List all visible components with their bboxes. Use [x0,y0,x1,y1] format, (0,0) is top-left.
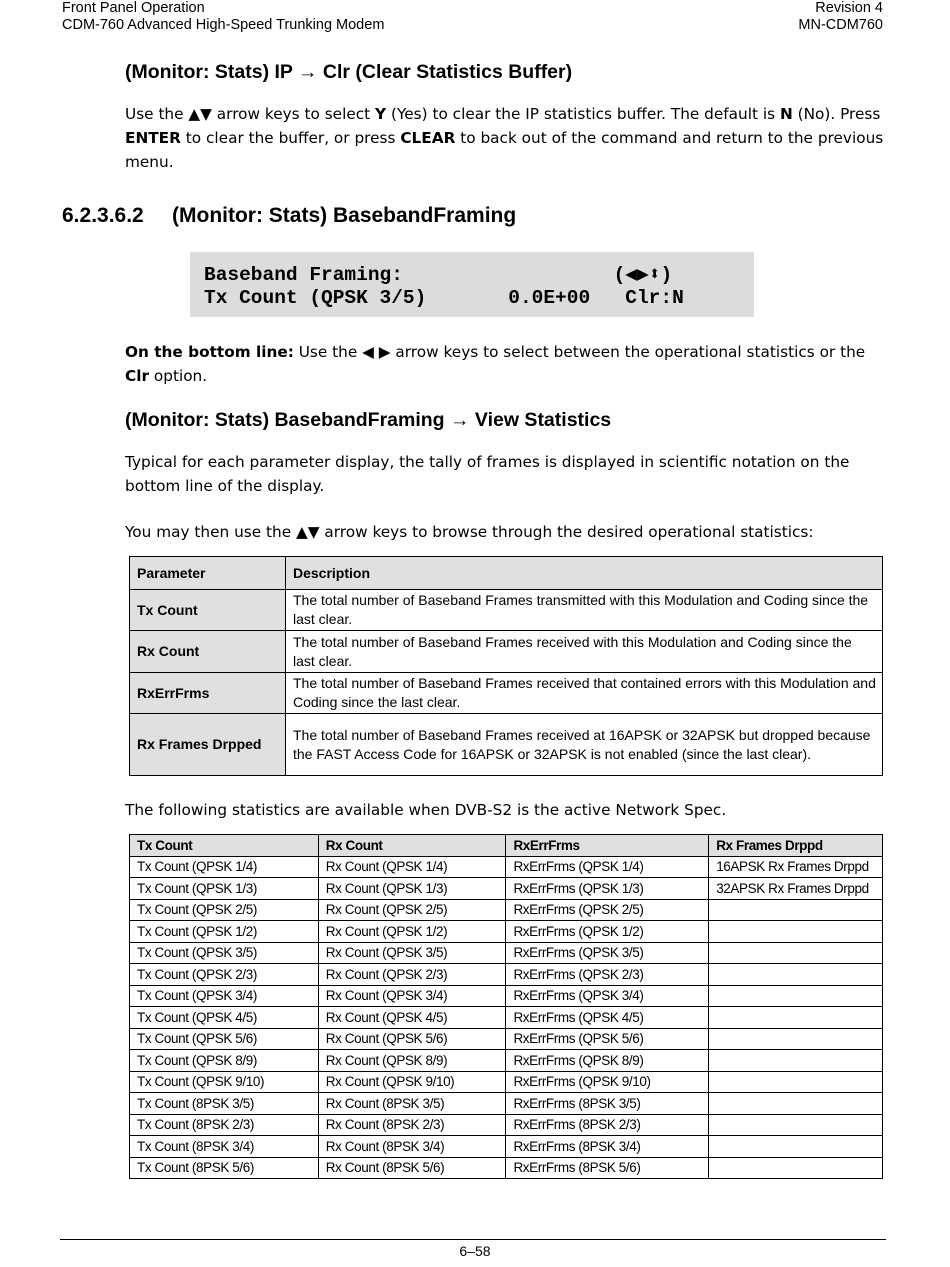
column-header: Tx Count [130,835,319,857]
table-cell: RxErrFrms (QPSK 8/9) [506,1050,709,1072]
table-row [130,1136,883,1158]
browse-paragraph: You may then use the ▲▼ arrow keys to browse through the desired operational statistics: [125,523,814,541]
table-cell: RxErrFrms (QPSK 3/5) [506,942,709,964]
table-cell: Rx Count (8PSK 5/6) [318,1157,506,1179]
table-cell: RxErrFrms (8PSK 3/4) [506,1136,709,1158]
table-cell: Tx Count (QPSK 1/3) [130,878,319,900]
header-chapter: Front Panel Operation [62,0,205,16]
table-row [130,921,883,943]
table-cell: Rx Count (QPSK 8/9) [318,1050,506,1072]
table-cell: Rx Count (8PSK 3/4) [318,1136,506,1158]
clear-stats-paragraph: Use the ▲▼ arrow keys to select Y (Yes) to clear the IP statistics buffer. The default is N (No). Press ENTER to clear the buffer, or press CLEAR to back out of the command and return to the previous menu. [125,105,884,171]
table-cell [709,1114,883,1136]
parameter-name: Tx Count [130,590,286,631]
table-cell: Rx Count (QPSK 3/5) [318,942,506,964]
table-cell: Tx Count (8PSK 5/6) [130,1157,319,1179]
page-header-left [62,0,384,34]
table-cell [709,921,883,943]
header-revision: Revision 4 [815,0,883,16]
lcd-line-2: Tx Count (QPSK 3/5) 0.0E+00 Clr:N [204,287,684,309]
up-down-arrows-icon: ▲▼ [295,523,320,541]
table-cell: Tx Count (8PSK 2/3) [130,1114,319,1136]
table-cell: Rx Count (QPSK 1/2) [318,921,506,943]
table-row [130,673,883,714]
lcd-display [190,252,754,317]
table-cell: Rx Count (8PSK 2/3) [318,1114,506,1136]
table-cell [709,964,883,986]
table-row [130,590,883,631]
column-header: Rx Count [318,835,506,857]
section-number: 6.2.3.6.2 [62,204,144,227]
following-paragraph: The following statistics are available when DVB-S2 is the active Network Spec. [125,801,727,819]
table-cell: Tx Count (QPSK 2/3) [130,964,319,986]
table-header-row [130,557,883,590]
table-cell: Tx Count (8PSK 3/4) [130,1136,319,1158]
table-cell [709,1028,883,1050]
table-cell: Tx Count (QPSK 1/4) [130,856,319,878]
table-cell: RxErrFrms (8PSK 5/6) [506,1157,709,1179]
table-row [130,899,883,921]
table-cell: Tx Count (QPSK 8/9) [130,1050,319,1072]
table-cell [709,985,883,1007]
table-row [130,1157,883,1179]
table-cell: Rx Count (8PSK 3/5) [318,1093,506,1115]
table-cell: RxErrFrms (QPSK 9/10) [506,1071,709,1093]
table-cell: RxErrFrms (QPSK 3/4) [506,985,709,1007]
table-cell: RxErrFrms (QPSK 1/4) [506,856,709,878]
parameter-description: The total number of Baseband Frames received at 16APSK or 32APSK but dropped because the FAST Access Code for 16APSK or 32APSK is not enabled (since the last clear). [286,714,883,776]
table-cell: RxErrFrms (QPSK 1/2) [506,921,709,943]
table-cell: Tx Count (QPSK 3/4) [130,985,319,1007]
parameter-name: RxErrFrms [130,673,286,714]
table-row [130,878,883,900]
table-cell [709,1007,883,1029]
page-number: 6–58 [459,1243,491,1259]
table-cell: Rx Count (QPSK 4/5) [318,1007,506,1029]
statistics-table [129,834,883,1179]
parameter-name: Rx Frames Drpped [130,714,286,776]
table-row [130,714,883,776]
table-cell: Tx Count (QPSK 3/5) [130,942,319,964]
table-cell: Rx Count (QPSK 3/4) [318,985,506,1007]
parameter-table [129,556,883,776]
table-row [130,942,883,964]
column-header: RxErrFrms [506,835,709,857]
table-cell: RxErrFrms (8PSK 2/3) [506,1114,709,1136]
table-row [130,1028,883,1050]
header-doc-number: MN-CDM760 [798,17,883,33]
table-row [130,1071,883,1093]
table-cell: 32APSK Rx Frames Drppd [709,878,883,900]
column-header: Rx Frames Drppd [709,835,883,857]
table-cell [709,1157,883,1179]
table-cell [709,1050,883,1072]
table-row [130,1050,883,1072]
section-title: (Monitor: Stats) BasebandFraming [172,204,517,227]
view-stats-heading: (Monitor: Stats) BasebandFraming → View Statistics [125,409,612,431]
table-row [130,856,883,878]
table-cell [709,942,883,964]
table-row [130,985,883,1007]
typical-paragraph: Typical for each parameter display, the tally of frames is displayed in scientific notation on the bottom line of the display. [125,453,850,495]
table-cell [709,1093,883,1115]
column-header: Description [286,557,883,590]
clear-stats-heading: (Monitor: Stats) IP → Clr (Clear Statistics Buffer) [125,61,573,83]
table-cell [709,899,883,921]
table-row [130,1093,883,1115]
column-header: Parameter [130,557,286,590]
table-cell: RxErrFrms (8PSK 3/5) [506,1093,709,1115]
table-row [130,631,883,673]
parameter-description: The total number of Baseband Frames received that contained errors with this Modulation and Coding since the last clear. [286,673,883,714]
table-cell: Tx Count (QPSK 2/5) [130,899,319,921]
left-right-arrows-icon: ◀ ▶ [362,343,391,361]
table-cell: RxErrFrms (QPSK 2/3) [506,964,709,986]
table-cell: Rx Count (QPSK 1/4) [318,856,506,878]
table-cell [709,1071,883,1093]
page-header-right [798,0,883,34]
header-product: CDM-760 Advanced High-Speed Trunking Modem [62,17,385,33]
parameter-description: The total number of Baseband Frames received with this Modulation and Coding since the last clear. [286,631,883,673]
table-cell [709,1136,883,1158]
table-header-row [130,835,883,857]
table-cell: Rx Count (QPSK 2/5) [318,899,506,921]
table-row [130,964,883,986]
table-cell: RxErrFrms (QPSK 1/3) [506,878,709,900]
table-cell: Tx Count (8PSK 3/5) [130,1093,319,1115]
table-cell: Rx Count (QPSK 5/6) [318,1028,506,1050]
table-cell: Tx Count (QPSK 5/6) [130,1028,319,1050]
up-down-arrows-icon: ▲▼ [188,105,212,123]
footer-rule [60,1239,886,1240]
table-row [130,1007,883,1029]
section-heading [62,204,516,228]
table-cell: Rx Count (QPSK 9/10) [318,1071,506,1093]
table-cell: Tx Count (QPSK 1/2) [130,921,319,943]
lcd-line-1: Baseband Framing: (◀▶⬍) [204,264,673,286]
table-cell: Rx Count (QPSK 1/3) [318,878,506,900]
table-row [130,1114,883,1136]
bottom-line-paragraph: On the bottom line: Use the ◀ ▶ arrow keys to select between the operational statistics or the Clr option. [125,343,866,385]
table-cell: Tx Count (QPSK 4/5) [130,1007,319,1029]
table-cell: Rx Count (QPSK 2/3) [318,964,506,986]
table-cell: RxErrFrms (QPSK 2/5) [506,899,709,921]
parameter-description: The total number of Baseband Frames transmitted with this Modulation and Coding since the last clear. [286,590,883,631]
parameter-name: Rx Count [130,631,286,673]
table-cell: RxErrFrms (QPSK 4/5) [506,1007,709,1029]
table-cell: 16APSK Rx Frames Drppd [709,856,883,878]
table-cell: RxErrFrms (QPSK 5/6) [506,1028,709,1050]
table-cell: Tx Count (QPSK 9/10) [130,1071,319,1093]
